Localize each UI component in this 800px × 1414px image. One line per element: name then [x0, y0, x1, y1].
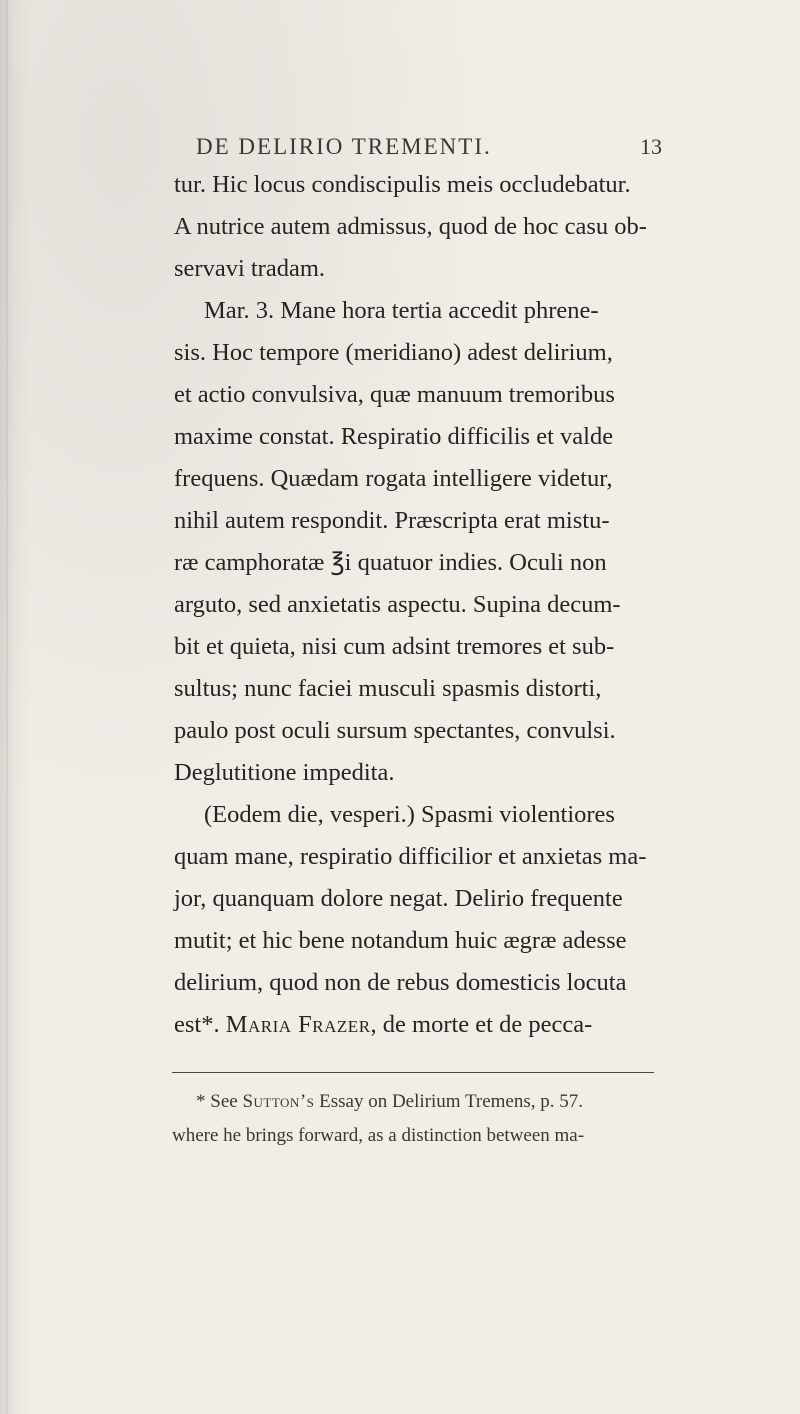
- footnote-line: where he brings forward, as a distinction between ma-: [172, 1125, 585, 1146]
- text-line: A nutrice autem admissus, quod de hoc casu ob-: [174, 213, 647, 240]
- running-title: DE DELIRIO TREMENTI.: [196, 134, 492, 159]
- text-line: Mar. 3. Mane hora tertia accedit phrene-: [204, 297, 599, 324]
- text-line: tur. Hic locus condiscipulis meis occludebatur.: [174, 171, 631, 198]
- page-number: 13: [640, 134, 662, 159]
- text-line: quam mane, respiratio difficilior et anxietas ma-: [174, 843, 647, 870]
- footnote-line: [196, 1090, 583, 1114]
- text-line: delirium, quod non de rebus domesticis locuta: [174, 969, 627, 996]
- text-fragment: Essay on Delirium Tremens, p. 57.: [314, 1091, 584, 1112]
- text-line: servavi tradam.: [174, 255, 326, 282]
- text-line: bit et quieta, nisi cum adsint tremores et sub-: [174, 633, 615, 660]
- text-line: nihil autem respondit. Præscripta erat mistu-: [174, 507, 610, 534]
- person-name: Maria Frazer: [225, 1011, 371, 1038]
- text-line: maxime constat. Respiratio difficilis et valde: [174, 423, 614, 450]
- text-line: ræ camphoratæ ℥i quatuor indies. Oculi non: [174, 549, 607, 576]
- text-line: jor, quanquam dolore negat. Delirio frequente: [174, 885, 623, 912]
- text-line-last: [174, 1010, 592, 1040]
- text-line: (Eodem die, vesperi.) Spasmi violentiores: [204, 801, 615, 828]
- footnote-marker: *: [196, 1091, 206, 1112]
- footnote-author: Sutton’s: [242, 1091, 315, 1112]
- text-line: frequens. Quædam rogata intelligere videtur,: [174, 465, 613, 492]
- text-line: paulo post oculi sursum spectantes, convulsi.: [174, 717, 616, 744]
- text-line: sultus; nunc faciei musculi spasmis distorti,: [174, 675, 602, 702]
- text-line: et actio convulsiva, quæ manuum tremoribus: [174, 381, 615, 408]
- text-line: mutit; et hic bene notandum huic ægræ adesse: [174, 927, 627, 954]
- text-line: Deglutitione impedita.: [174, 759, 395, 786]
- footnote-rule: [172, 1072, 654, 1073]
- text-line: sis. Hoc tempore (meridiano) adest delirium,: [174, 339, 613, 366]
- text-fragment: est*.: [174, 1011, 226, 1038]
- text-line: arguto, sed anxietatis aspectu. Supina decum-: [174, 591, 621, 618]
- text-fragment: , de morte et de pecca-: [370, 1011, 593, 1038]
- page-gutter: [6, 0, 8, 1414]
- text-fragment: See: [210, 1091, 243, 1112]
